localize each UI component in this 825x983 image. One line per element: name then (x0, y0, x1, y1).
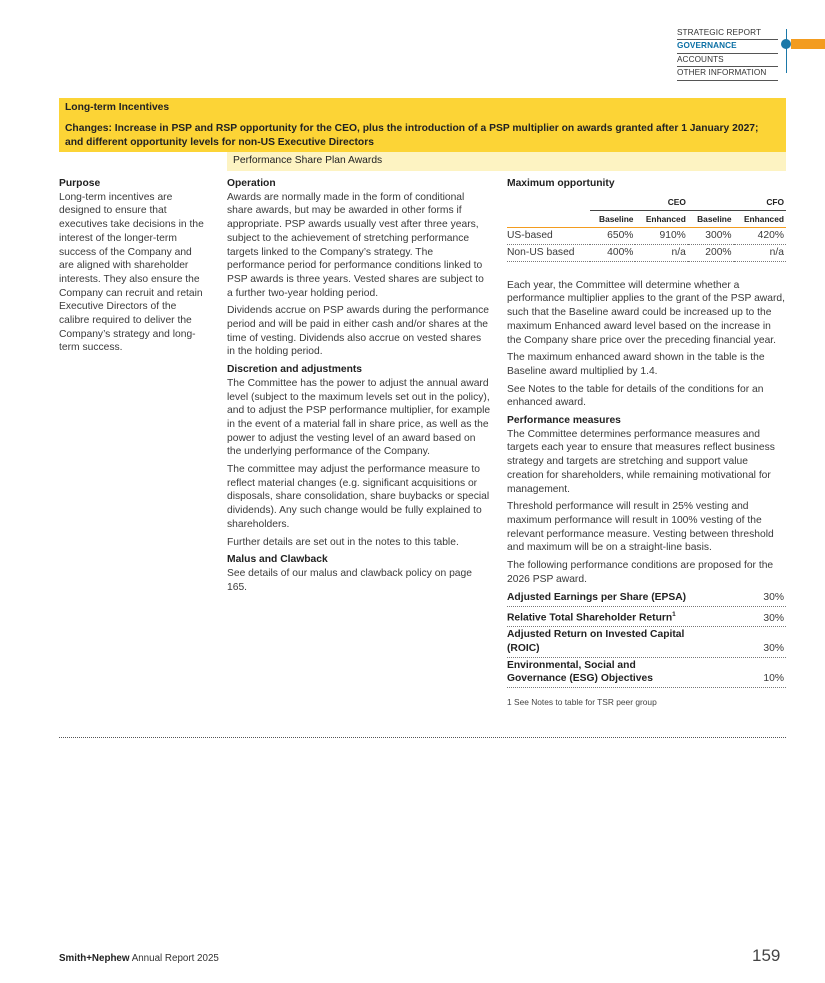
section-divider (59, 737, 786, 738)
table-cell: 910% (635, 227, 687, 244)
measure-label: Relative Total Shareholder Return (507, 612, 673, 624)
footnote-marker: 1 (672, 611, 676, 619)
group-header-ceo: CEO (590, 194, 688, 211)
performance-measures-list (507, 590, 786, 688)
measure-weight: 10% (763, 673, 784, 685)
max-opportunity-heading: Maximum opportunity (507, 178, 615, 189)
section-nav (677, 27, 825, 81)
nav-current-dot-icon (781, 39, 791, 49)
list-item (507, 658, 786, 688)
performance-paragraph: The following performance conditions are proposed for the 2026 PSP award. (507, 560, 774, 585)
operation-column (227, 177, 491, 598)
operation-paragraph: See details of our malus and clawback policy on page 165. (227, 567, 472, 593)
purpose-heading: Purpose (59, 178, 101, 189)
table-cell: 300% (688, 227, 734, 244)
measure-label: Adjusted Earnings per Share (EPSA) (507, 592, 687, 604)
table-cell: 200% (688, 244, 734, 261)
col-header: Baseline (688, 210, 734, 227)
list-item (507, 590, 786, 607)
table-cell: 650% (590, 227, 636, 244)
footer-report: Annual Report 2025 (131, 953, 219, 964)
opportunity-paragraph: The maximum enhanced award shown in the table is the Baseline award multiplied by 1.4. (507, 352, 765, 377)
list-item (507, 627, 786, 657)
performance-paragraph: The Committee determines performance measures and targets each year to ensure that measures reflect business strategy and targets are stretching and support value creation for shareholders, while remaining motivational for management. (507, 428, 775, 495)
opportunity-paragraph: See Notes to the table for details of the conditions for an enhanced award. (507, 383, 764, 409)
footnote: 1 See Notes to table for TSR peer group (507, 697, 657, 708)
col-header: Enhanced (635, 210, 687, 227)
table-row (507, 244, 786, 261)
nav-accounts[interactable]: ACCOUNTS (677, 54, 778, 67)
measure-label: Environmental, Social and Governance (ESG) Objectives (507, 659, 653, 685)
purpose-column (59, 177, 207, 359)
row-label: Non-US based (507, 244, 590, 261)
section-header (59, 98, 786, 152)
measure-weight: 30% (763, 643, 784, 654)
operation-paragraph: Awards are normally made in the form of conditional share awards, but may be awarded in other forms if appropriate. PSP awards usually vest after three years, subject to the achievement of stretching performance targets linked to the Company’s strategy. The performance period for performance conditions linked to PSP awards is three years. Vested shares are subject to a further two-year holding period. (227, 191, 484, 299)
section-title: Long-term Incentives (65, 102, 170, 113)
opportunity-column (507, 177, 786, 710)
table-cell: 420% (734, 227, 786, 244)
opportunity-table (507, 194, 786, 262)
list-item (507, 607, 786, 627)
table-group-header-row (507, 194, 786, 211)
col-header: Baseline (590, 210, 636, 227)
table-cell: n/a (734, 244, 786, 261)
table-row (507, 227, 786, 244)
footer-report-title (59, 953, 219, 964)
operation-paragraph: Further details are set out in the notes to this table. (227, 536, 459, 548)
opportunity-paragraph: Each year, the Committee will determine whether a performance multiplier applies to the grant of the PSP award, such that the Baseline award could be increased up to the maximum Enhanced award level based on the increase in the Company share price over the preceding financial year. (507, 279, 785, 346)
nav-other-information[interactable]: OTHER INFORMATION (677, 67, 778, 80)
operation-paragraph: The Committee has the power to adjust the annual award level (subject to the maximum levels set out in the policy), and to adjust the PSP performance multiplier, for example in the event of a material fall in share price, as well as the power to adjust the vesting level of an award based on the underlying performance of the Company. (227, 377, 491, 458)
subsection-title: Performance Share Plan Awards (233, 155, 383, 166)
purpose-text: Long-term incentives are designed to ensure that executives take decisions in the interest of the longer-term success of the Company and are aligned with shareholder interests. They also ensure the Company can recruit and retain Executive Directors of the calibre required to deliver the Company’s strategy and long-term success. (59, 191, 204, 354)
nav-indicator-line (786, 29, 787, 73)
section-changes: Changes: Increase in PSP and RSP opportunity for the CEO, plus the introduction of a PSP multiplier on awards granted after 1 January 2027; and different opportunity levels for non-US Executive Directors (65, 123, 759, 148)
footer-brand: Smith+Nephew (59, 953, 130, 964)
measure-weight: 30% (763, 592, 784, 604)
nav-strategic-report[interactable]: STRATEGIC REPORT (677, 27, 778, 40)
col-header: Enhanced (734, 210, 786, 227)
measure-weight: 30% (763, 612, 784, 624)
subsection-header (227, 152, 786, 171)
measure-label: Adjusted Return on Invested Capital (ROIC) (507, 629, 685, 654)
table-cell: n/a (635, 244, 687, 261)
performance-heading: Performance measures (507, 415, 621, 427)
discretion-heading: Discretion and adjustments (227, 364, 363, 376)
nav-governance[interactable]: GOVERNANCE (677, 40, 778, 53)
performance-paragraph: Threshold performance will result in 25% vesting and maximum performance will result in 100% vesting of the relevant performance measure. Vesting between threshold and maximum will be on a straight-line basis. (507, 501, 774, 554)
table-subheader-row (507, 210, 786, 227)
page-number: 159 (752, 946, 781, 965)
nav-current-tab (791, 39, 825, 49)
table-cell: 400% (590, 244, 636, 261)
malus-heading: Malus and Clawback (227, 554, 328, 566)
operation-heading: Operation (227, 178, 276, 189)
group-header-cfo: CFO (688, 194, 786, 211)
row-label: US-based (507, 227, 590, 244)
operation-paragraph: Dividends accrue on PSP awards during the performance period and will be paid in either cash and/or shares at the time of vesting. Dividends also accrue on vested shares in the holding period. (227, 305, 489, 358)
operation-paragraph: The committee may adjust the performance measure to reflect material changes (e.g. significant acquisitions or disposals, share consolidation, share buybacks or special dividends). Any such change would be fully explained to shareholders. (227, 464, 490, 530)
